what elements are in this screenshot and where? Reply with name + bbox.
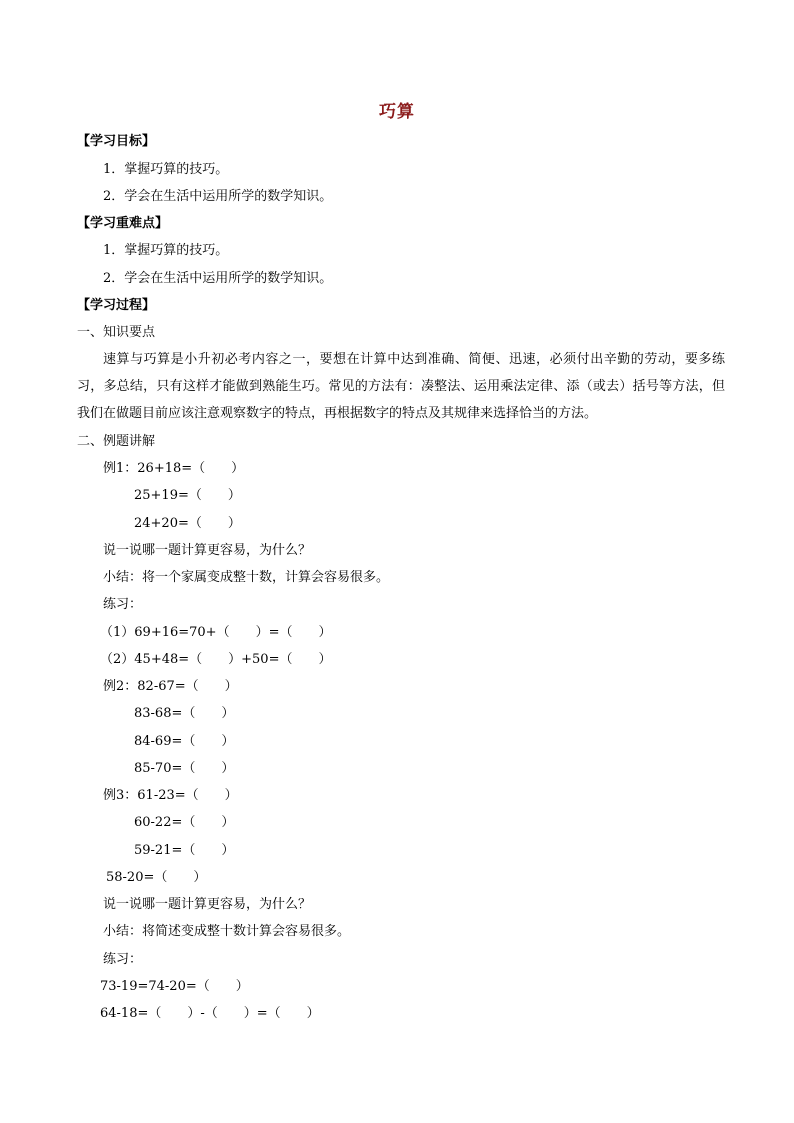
example-1-line: 24+20=（ ） bbox=[134, 516, 241, 531]
key-points-heading: 【学习重难点】 bbox=[77, 216, 169, 231]
goal-item: 1．掌握巧算的技巧。 bbox=[103, 162, 229, 177]
example-3-line: 58-20=（ ） bbox=[106, 870, 207, 885]
example-1-line: 25+19=（ ） bbox=[134, 488, 241, 503]
goal-item: 2．学会在生活中运用所学的数学知识。 bbox=[103, 189, 333, 204]
practice-2-label: 练习： bbox=[103, 952, 143, 967]
page-title: 巧算 bbox=[379, 102, 415, 122]
goals-heading: 【学习目标】 bbox=[77, 134, 156, 149]
example-2-line: 84-69=（ ） bbox=[134, 734, 235, 749]
part2-heading: 二、例题讲解 bbox=[77, 434, 156, 449]
practice-2-item: 73-19=74-20=（ ） bbox=[100, 979, 249, 994]
example-3-question: 说一说哪一题计算更容易，为什么？ bbox=[103, 897, 312, 912]
key-point-item: 1．掌握巧算的技巧。 bbox=[103, 243, 229, 258]
process-heading: 【学习过程】 bbox=[77, 298, 156, 313]
example-2-line: 例2：82-67=（ ） bbox=[103, 679, 238, 694]
example-3-line: 例3：61-23=（ ） bbox=[103, 788, 238, 803]
practice-1-label: 练习： bbox=[103, 597, 143, 612]
example-2-line: 83-68=（ ） bbox=[134, 706, 235, 721]
example-1-summary: 小结：将一个家属变成整十数，计算会容易很多。 bbox=[103, 570, 390, 585]
example-3-summary: 小结：将简述变成整十数计算会容易很多。 bbox=[103, 924, 351, 939]
example-3-line: 60-22=（ ） bbox=[134, 815, 235, 830]
key-point-item: 2．学会在生活中运用所学的数学知识。 bbox=[103, 271, 333, 286]
part1-heading: 一、知识要点 bbox=[77, 325, 156, 340]
practice-1-item: （2）45+48=（ ）+50=（ ） bbox=[100, 652, 332, 667]
example-2-line: 85-70=（ ） bbox=[134, 761, 235, 776]
example-1-question: 说一说哪一题计算更容易，为什么？ bbox=[103, 543, 312, 558]
practice-2-item: 64-18=（ ）-（ ）=（ ） bbox=[100, 1006, 320, 1021]
knowledge-paragraph: 速算与巧算是小升初必考内容之一，要想在计算中达到准确、简便、迅速，必须付出辛勤的劳动，要多练习，多总结，只有这样才能做到熟能生巧。常见的方法有：凑整法、运用乘法定律、添（或去）括号等方法，但我们在做题目前应该注意观察数字的特点，再根据数字的特点及其规律来选择恰当的方法。 bbox=[77, 352, 725, 421]
practice-1-item: （1）69+16=70+（ ）=（ ） bbox=[100, 625, 332, 640]
example-1-line: 例1：26+18=（ ） bbox=[103, 461, 245, 476]
example-3-line: 59-21=（ ） bbox=[134, 843, 235, 858]
